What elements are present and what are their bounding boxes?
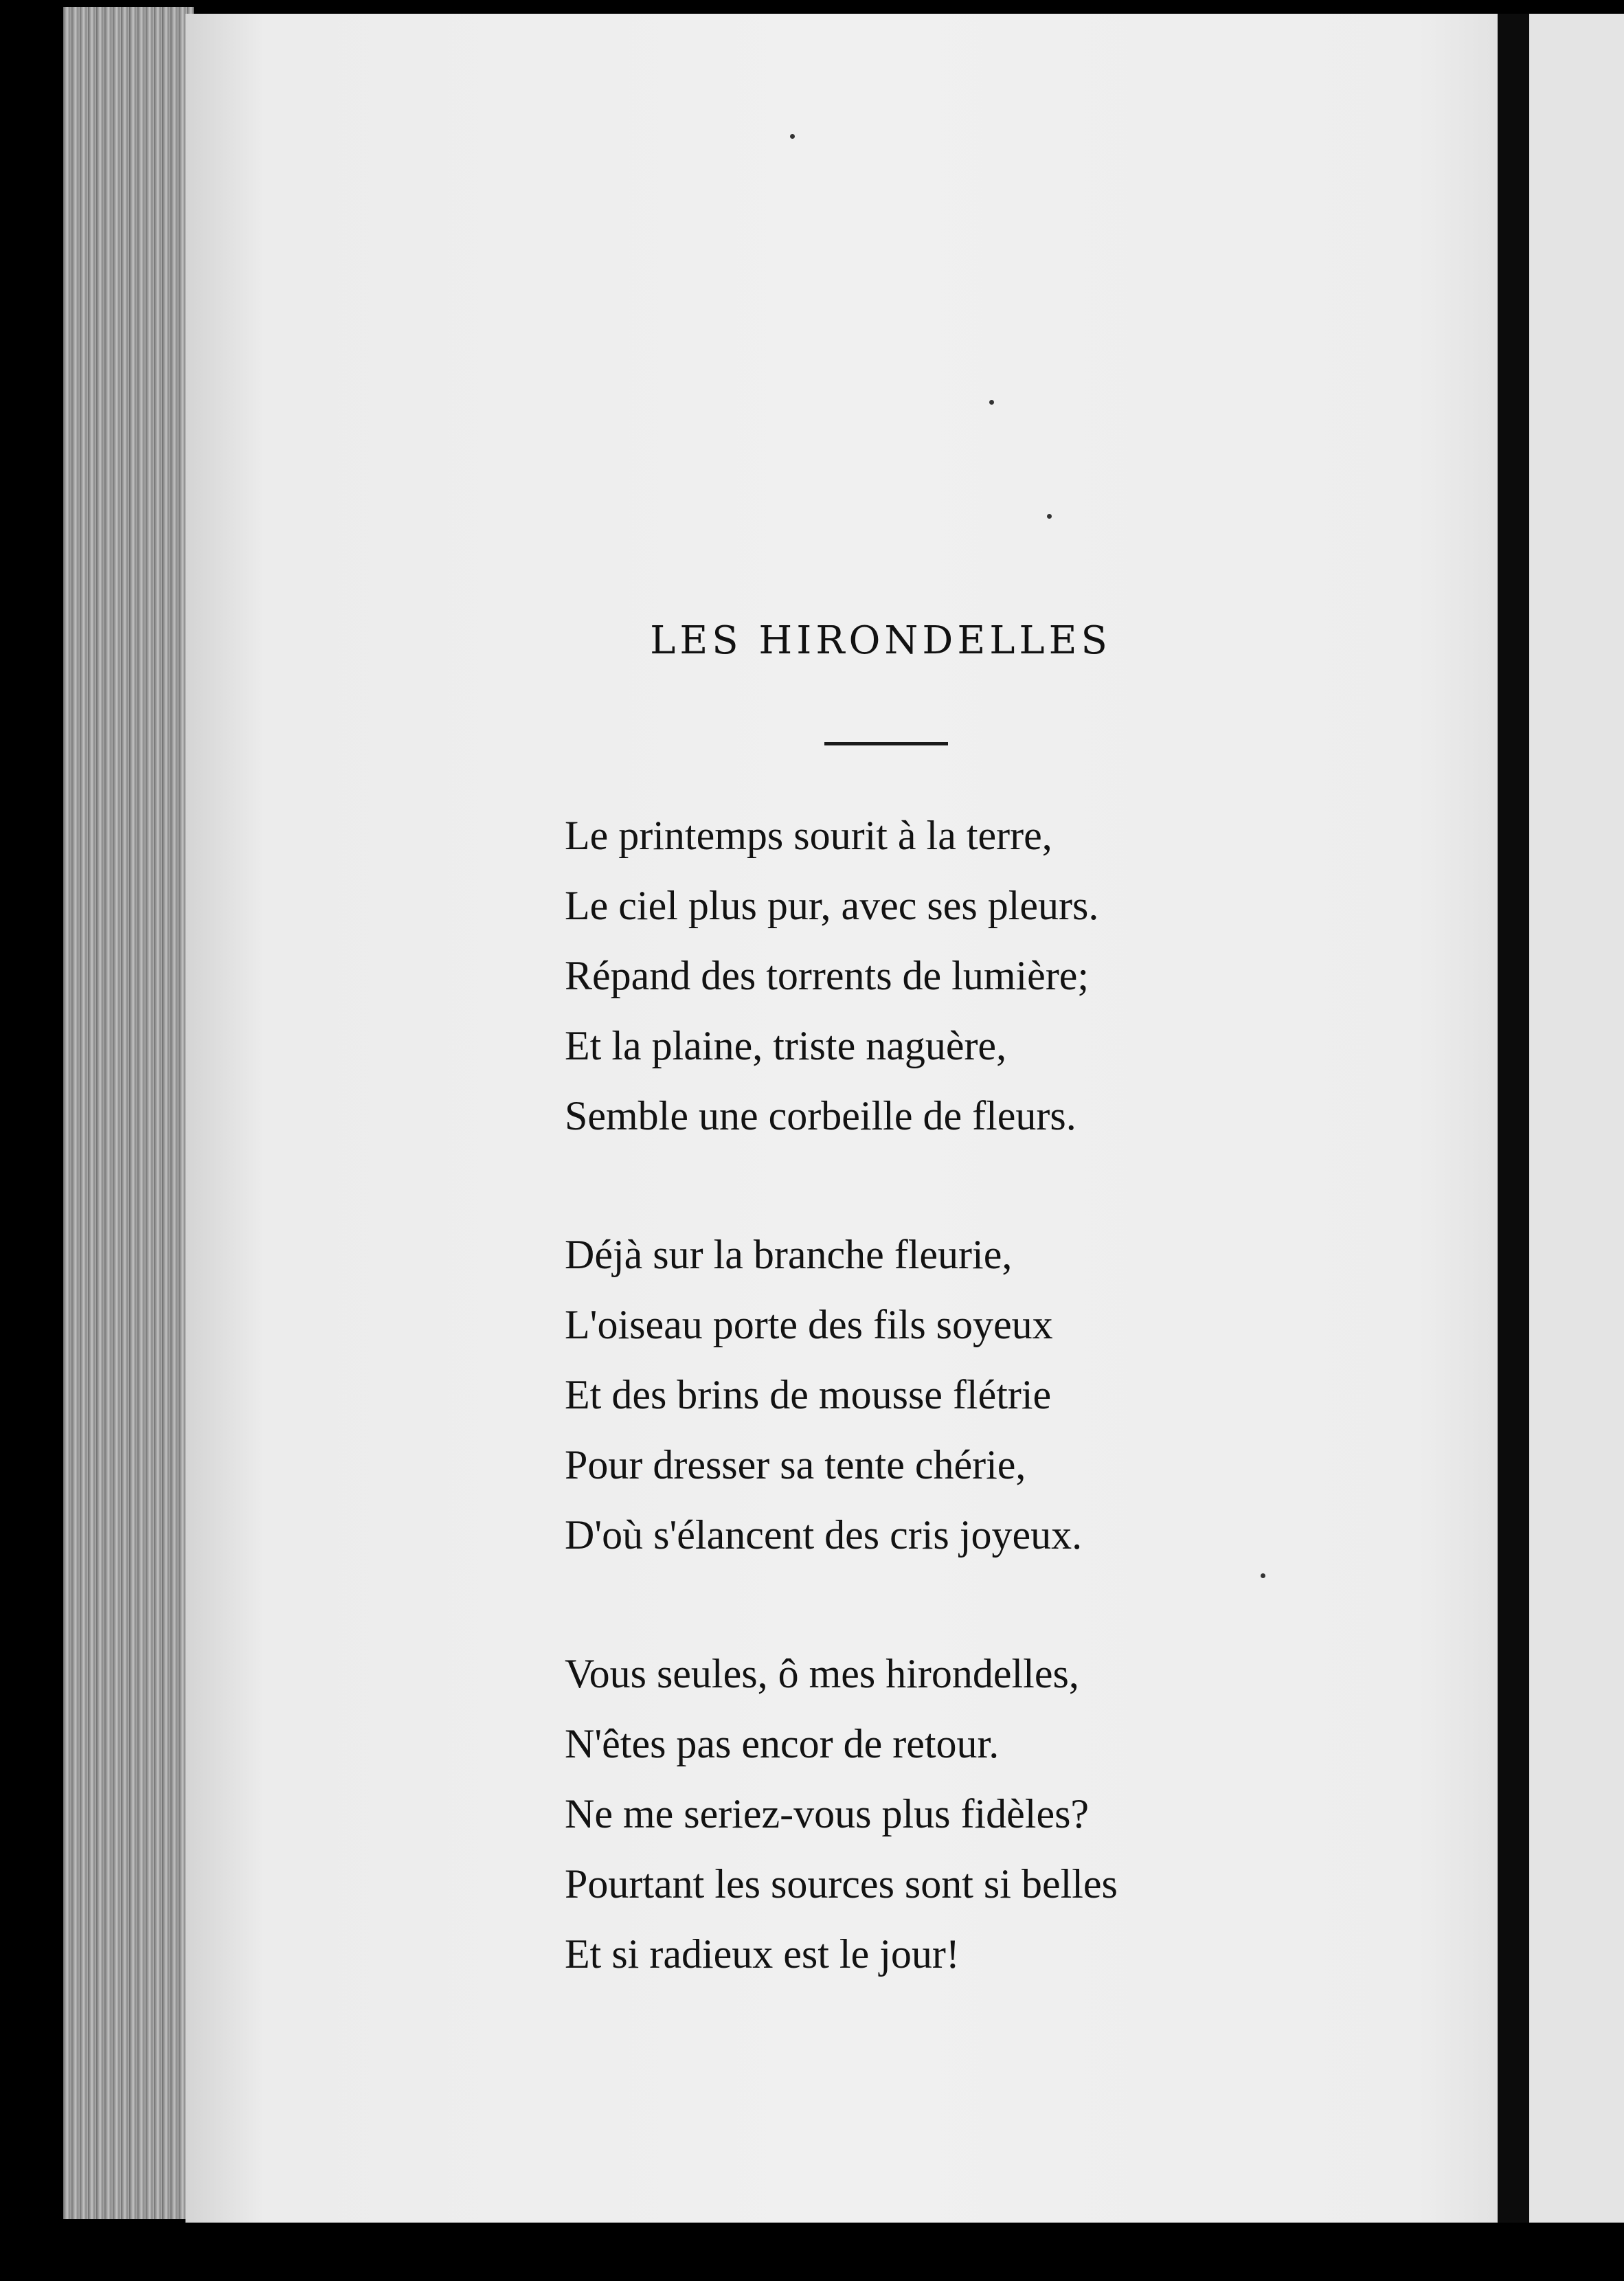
verse-line: Et des brins de mousse flétrie xyxy=(565,1372,1052,1417)
book-page-edges xyxy=(63,7,194,2219)
verse-line: Semble une corbeille de fleurs. xyxy=(565,1093,1076,1138)
adjacent-page-edge xyxy=(1529,14,1624,2223)
verse-line: D'où s'élancent des cris joyeux. xyxy=(565,1512,1083,1558)
verse-line: L'oiseau porte des fils soyeux xyxy=(565,1302,1053,1347)
verse-line: Répand des torrents de lumière; xyxy=(565,953,1090,998)
verse-line: Et si radieux est le jour! xyxy=(565,1931,960,1977)
poem-title: LES HIRONDELLES xyxy=(650,618,1112,663)
stanza-2 xyxy=(565,1220,1252,1570)
verse-line: Déjà sur la branche fleurie, xyxy=(565,1232,1013,1277)
paper-speck xyxy=(1047,514,1052,519)
verse-line: Le ciel plus pur, avec ses pleurs. xyxy=(565,883,1099,928)
verse-line: Et la plaine, triste naguère, xyxy=(565,1023,1007,1068)
paper-speck xyxy=(989,400,994,405)
verse-line: N'êtes pas encor de retour. xyxy=(565,1721,1000,1766)
verse-line: Le printemps sourit à la terre, xyxy=(565,813,1052,858)
stanza-1 xyxy=(565,800,1252,1151)
poem-body xyxy=(565,800,1252,2058)
verse-line: Pour dresser sa tente chérie, xyxy=(565,1442,1026,1487)
paper-speck xyxy=(790,134,795,139)
verse-line: Vous seules, ô mes hirondelles, xyxy=(565,1651,1079,1696)
verse-line: Ne me seriez-vous plus fidèles? xyxy=(565,1791,1090,1836)
verse-line: Pourtant les sources sont si belles xyxy=(565,1861,1118,1907)
title-rule xyxy=(824,742,948,745)
page-gutter xyxy=(1498,14,1529,2223)
paper-speck xyxy=(1261,1573,1265,1578)
stanza-3 xyxy=(565,1639,1252,1989)
